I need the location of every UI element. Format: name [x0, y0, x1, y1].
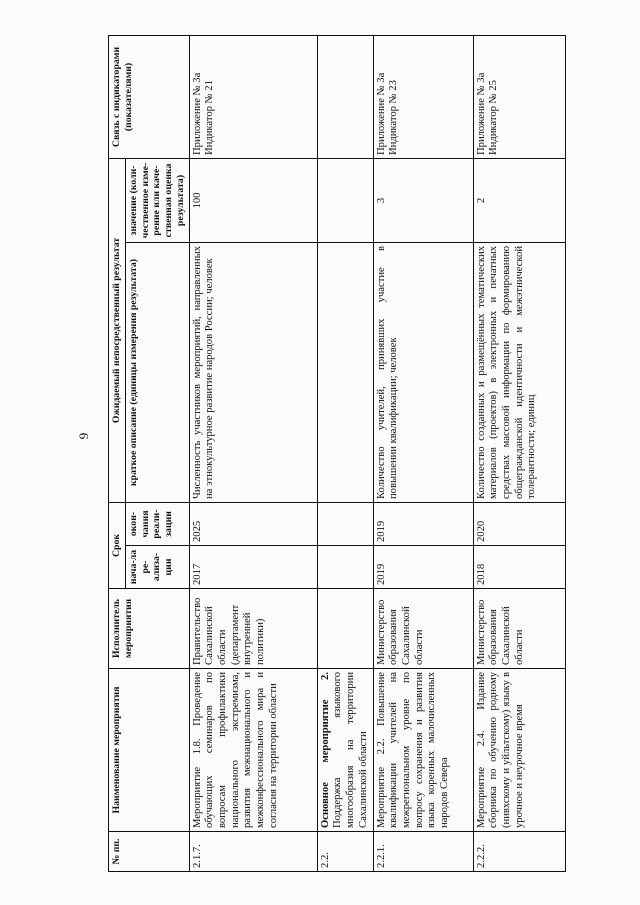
header-num: № пп. [109, 832, 190, 872]
row-start: 2019 [373, 546, 473, 589]
row-end: 2019 [373, 502, 473, 545]
row-link: Приложение № 3а Индикатор № 21 [189, 35, 317, 158]
table-row [473, 35, 565, 871]
row-start: 2018 [473, 546, 565, 589]
header-executor: Исполнитель мероприятия [109, 589, 190, 669]
row-link: Приложение № 3а Индикатор № 23 [373, 35, 473, 158]
header-name: Наименование мероприятия [109, 669, 190, 832]
page-number: 9 [76, 432, 91, 440]
row-link: Приложение № 3а Индикатор № 25 [473, 35, 565, 158]
row-num: 2.1.7. [189, 832, 317, 872]
row-executor: Министерство образования Сахалинской области [373, 589, 473, 669]
header-term: Срок [109, 502, 126, 588]
row-executor: Министерство образования Сахалинской области [473, 589, 565, 669]
header-row-1 [109, 35, 126, 871]
row-name: Мероприятие 2.2. Повышение квалификации учителей на межрегиональном уровне по вопросу сохранения и развития языка коренных малочисленных народов Севера [373, 669, 473, 832]
row-value: 100 [189, 158, 317, 242]
row-name: Поддержка языкового многообразия на территории Сахалинской области [332, 672, 369, 828]
row-desc: Количество созданных и размещённых тематических материалов (проектов) в электронных и печатных средствах массовой информации по формированию общегражданской идентичности и межэтнической толерантности; единиц [473, 242, 565, 502]
row-name-bold: Основное мероприятие 2. [319, 672, 331, 828]
row-desc [317, 242, 373, 502]
row-num: 2.2.2. [473, 832, 565, 872]
header-link: Связь с индикаторами (показателями) [109, 35, 190, 158]
row-name: Мероприятие 2.4. Издание сборника по обучению родному (нивхскому и уйльтскому) языку в урочное и неурочное время [473, 669, 565, 832]
row-start [317, 546, 373, 589]
measures-table [108, 35, 566, 872]
row-name-cell [317, 669, 373, 832]
header-term-end: окон-чания реали-зации [125, 502, 189, 545]
row-start: 2017 [189, 546, 317, 589]
row-value: 3 [373, 158, 473, 242]
row-executor: Правительство Сахалинской области (департамент внутренней политики) [189, 589, 317, 669]
row-num: 2.2. [317, 832, 373, 872]
header-value: значение (коли-чественное изме-рение или каче-ственная оценка результата) [125, 158, 189, 242]
row-end [317, 502, 373, 545]
row-end: 2020 [473, 502, 565, 545]
row-end: 2025 [189, 502, 317, 545]
header-term-start: нача-ла ре-ализа-ции [125, 546, 189, 589]
rotated-page [108, 46, 632, 872]
row-num: 2.2.1. [373, 832, 473, 872]
table-row [317, 35, 373, 871]
row-executor [317, 589, 373, 669]
header-expected: Ожидаемый непосредственный результат [109, 158, 126, 502]
row-desc: Количество учителей, принявших участие в повышении квалификации; человек [373, 242, 473, 502]
row-value [317, 158, 373, 242]
table-row [189, 35, 317, 871]
row-value: 2 [473, 158, 565, 242]
row-name: Мероприятие 1.8. Проведение обучающих семинаров по вопросам профилактики национального экстремизма, развития межнационального и межконфессионального мира и согласия на территории области [189, 669, 317, 832]
row-link [317, 35, 373, 158]
row-desc: Численность участников мероприятий, направленных на этнокультурное развитие народов России; человек [189, 242, 317, 502]
table-row [373, 35, 473, 871]
header-short-desc: краткое описание (единицы измерения результата) [125, 242, 189, 502]
